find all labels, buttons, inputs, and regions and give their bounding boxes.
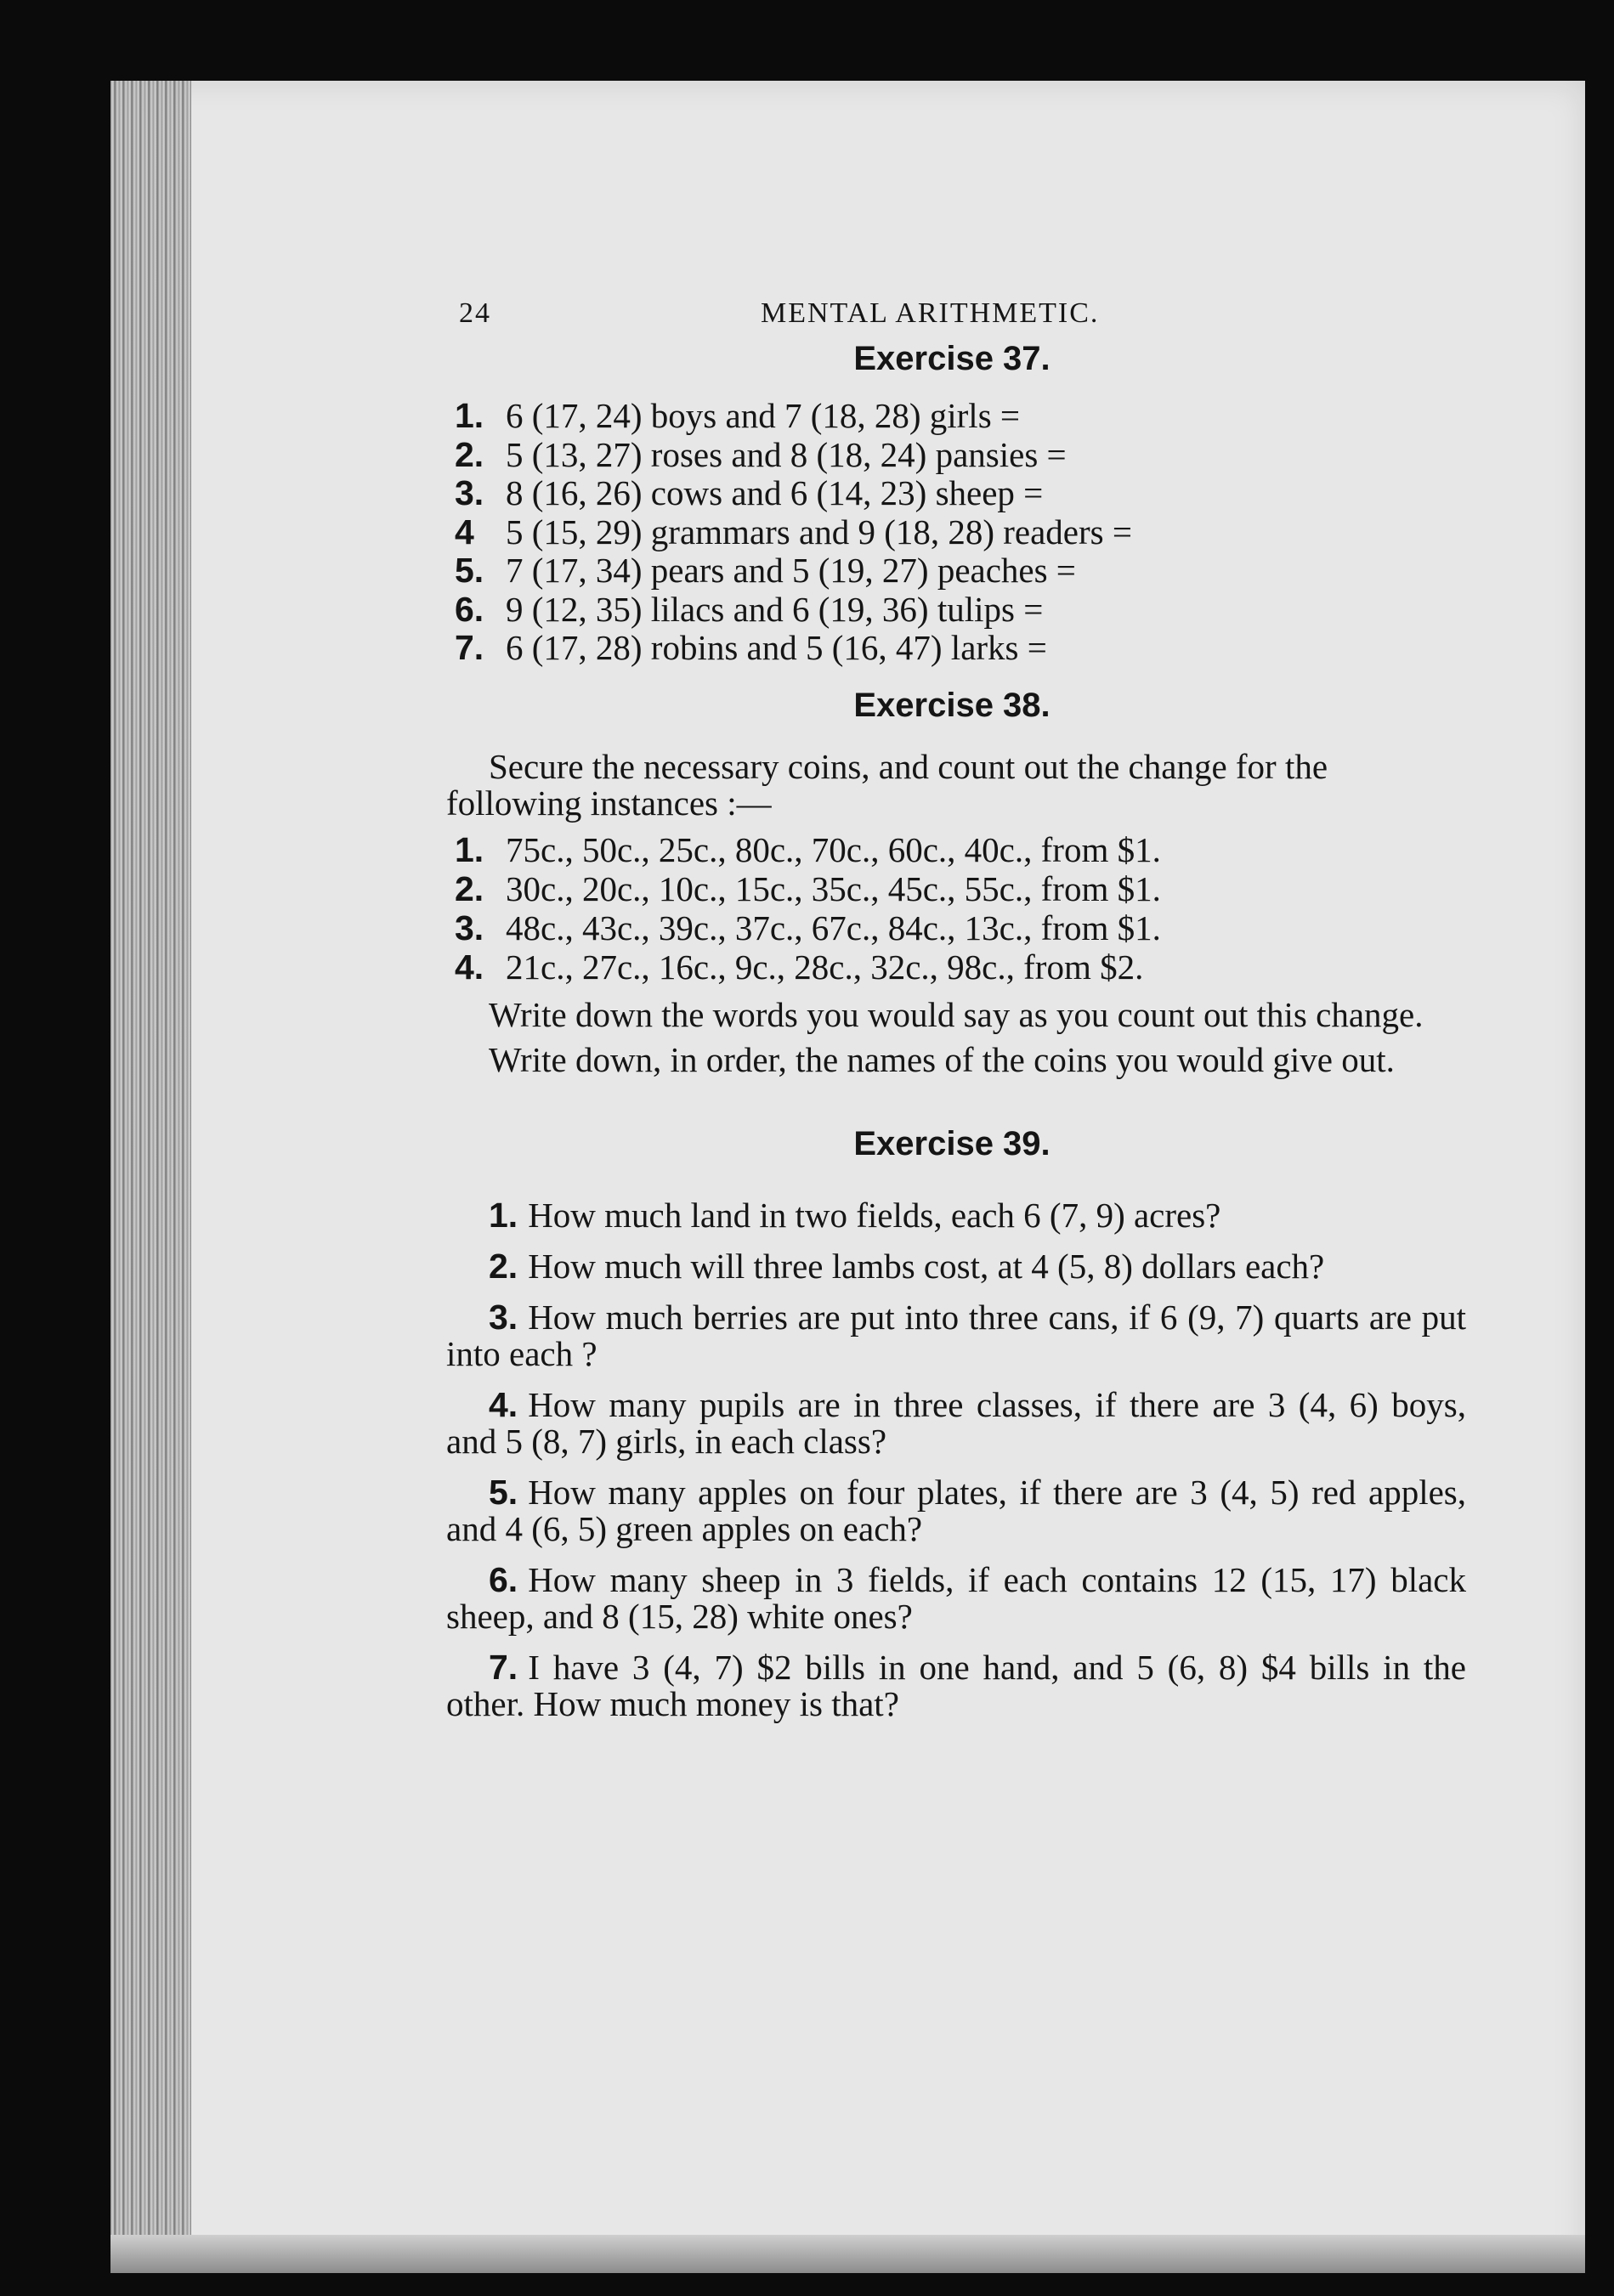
item-number: 1. [455,396,484,435]
exercise-39-question [446,1559,1466,1636]
question-number: 2. [489,1246,518,1286]
page-content [438,280,1466,1737]
exercise-37-item [455,591,1466,630]
exercise-38-note-2: Write down, in order, the names of the coins you would give out. [489,1039,1395,1079]
exercise-39-title: Exercise 39. [853,1124,1051,1162]
item-number: 7. [455,628,484,667]
question-text: How many pupils are in three classes, if there are 3 (4, 6) boys, and 5 (8, 7) girls, in each class? [446,1384,1466,1461]
item-text: 6 (17, 24) boys and 7 (18, 28) girls = [506,396,1021,435]
question-text: How many apples on four plates, if there are 3 (4, 5) red apples, and 4 (6, 5) green apples on each? [446,1472,1466,1548]
item-number: 4 [455,512,474,551]
exercise-37-list [438,397,1466,668]
exercise-37-item [455,397,1466,436]
question-number: 5. [489,1472,518,1512]
item-text: 9 (12, 35) lilacs and 6 (19, 36) tulips = [506,589,1044,629]
exercise-39-list [438,1197,1466,1722]
item-number: 3. [455,473,484,512]
running-head [438,280,1466,340]
exercise-38-item [455,869,1466,908]
page-bottom-edge [110,2235,1585,2273]
item-text: 6 (17, 28) robins and 5 (16, 47) larks = [506,628,1047,667]
question-number: 1. [489,1195,518,1235]
exercise-37-item [455,513,1466,552]
item-text: 5 (13, 27) roses and 8 (18, 24) pansies = [506,434,1067,474]
exercise-39-question [446,1649,1466,1722]
question-number: 6. [489,1559,518,1599]
exercise-38-list [438,830,1466,987]
item-number: 4. [455,947,484,987]
exercise-37-item [455,629,1466,668]
exercise-37-item [455,436,1466,475]
running-title: MENTAL ARITHMETIC. [761,297,1100,329]
exercise-39-question [446,1299,1466,1372]
exercise-37-item [455,474,1466,513]
question-text: How much berries are put into three cans, if 6 (9, 7) quarts are put into each ? [446,1297,1466,1373]
page-edge [110,81,191,2273]
question-text: How much land in two fields, each 6 (7, 9) acres? [528,1195,1221,1235]
item-text: 21c., 27c., 16c., 9c., 28c., 32c., 98c., from $2. [506,947,1144,987]
item-number: 5. [455,551,484,590]
question-text: How many sheep in 3 fields, if each contains 12 (15, 17) black sheep, and 8 (15, 28) white ones? [446,1559,1466,1636]
exercise-38-item [455,947,1466,987]
question-number: 4. [489,1384,518,1424]
question-number: 3. [489,1297,518,1337]
exercise-39-question [446,1248,1466,1285]
item-number: 6. [455,589,484,629]
item-text: 30c., 20c., 10c., 15c., 35c., 45c., 55c., from $1. [506,868,1161,908]
exercise-38-item [455,830,1466,869]
item-text: 7 (17, 34) pears and 5 (19, 27) peaches = [506,551,1076,590]
item-text: 75c., 50c., 25c., 80c., 70c., 60c., 40c., from $1. [506,829,1161,869]
exercise-38-title: Exercise 38. [853,686,1051,724]
exercise-39-question [446,1384,1466,1461]
exercise-38-intro: Secure the necessary coins, and count out the change for the following instances :— [446,746,1328,823]
question-text: I have 3 (4, 7) $2 bills in one hand, and 5 (6, 8) $4 bills in the other. How much money is that? [446,1647,1466,1723]
page-number: 24 [459,297,491,329]
item-text: 48c., 43c., 39c., 37c., 67c., 84c., 13c., from $1. [506,908,1161,947]
item-number: 3. [455,908,484,947]
exercise-39-question [446,1197,1466,1234]
item-text: 5 (15, 29) grammars and 9 (18, 28) readers = [506,512,1132,551]
question-number: 7. [489,1647,518,1687]
question-text: How much will three lambs cost, at 4 (5, 8) dollars each? [528,1246,1325,1286]
item-number: 2. [455,434,484,474]
exercise-37-title: Exercise 37. [853,340,1051,377]
exercise-39-question [446,1474,1466,1547]
exercise-38-note-1: Write down the words you would say as you count out this change. [489,994,1424,1034]
item-text: 8 (16, 26) cows and 6 (14, 23) sheep = [506,473,1044,512]
exercise-38-item [455,908,1466,947]
item-number: 2. [455,868,484,908]
item-number: 1. [455,829,484,869]
exercise-37-item [455,551,1466,591]
